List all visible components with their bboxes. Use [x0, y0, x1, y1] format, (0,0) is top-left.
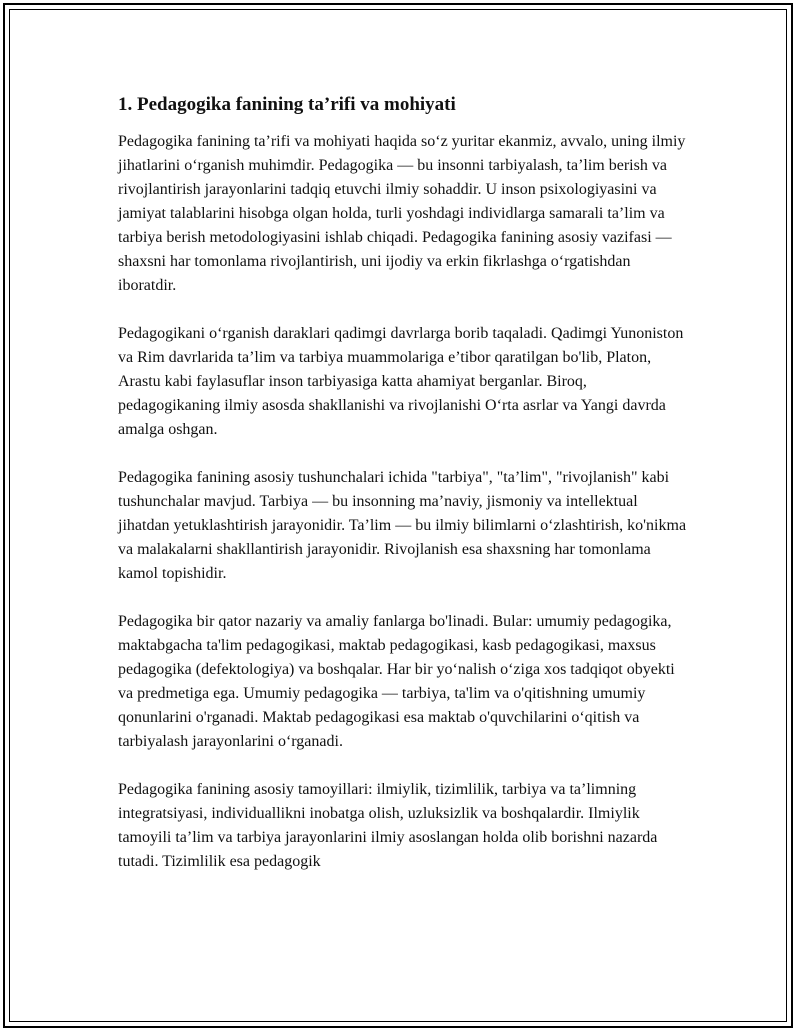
paragraph-concepts: Pedagogika fanining asosiy tushunchalari ichida "tarbiya", "ta’lim", "rivojlanish" kabi tushunchalar mavjud. Tarbiya — bu insonning ma’naviy, jismoniy va intellektual jihatdan yetuklashtirish jarayonidir. Ta’lim — bu ilmiy bilimlarni o‘zlashtirish, ko'nikma va malakalarni shakllantirish jarayonidir. Rivojlanish esa shaxsning har tomonlama kamol topishidir.: [118, 469, 687, 582]
document-body: [118, 92, 688, 898]
paragraph-principles: Pedagogika fanining asosiy tamoyillari: ilmiylik, tizimlilik, tarbiya va ta’limning integratsiyasi, individuallikni inobatga olish, uzluksizlik va boshqalardir. Ilmiylik tamoyili ta’lim va tarbiya jarayonlarini ilmiy asoslangan holda olib borishni nazarda tutadi. Tizimlilik esa pedagogik: [118, 781, 658, 870]
paragraph-branches: Pedagogika bir qator nazariy va amaliy fanlarga bo'linadi. Bular: umumiy pedagogika, maktabgacha ta'lim pedagogikasi, maktab pedagogikasi, kasb pedagogikasi, maxsus pedagogika (defektologiya) va boshqalar. Har bir yo‘nalish o‘ziga xos tadqiqot obyekti va predmetiga ega. Umumiy pedagogika — tarbiya, ta'lim va o'qitishning umumiy qonunlarini o'rganadi. Maktab pedagogikasi esa maktab o'quvchilarini o‘qitish va tarbiyalash jarayonlarini o‘rganadi.: [118, 613, 675, 750]
paragraph-definition: Pedagogika fanining ta’rifi va mohiyati haqida so‘z yuritar ekanmiz, avvalo, uning ilmiy jihatlarini o‘rganish muhimdir. Pedagogika — bu insonni tarbiyalash, ta’lim berish va rivojlantirish jarayonlarini tadqiq etuvchi ilmiy sohaddir. U inson psixologiyasini va jamiyat talablarini hisobga olgan holda, turli yoshdagi individlarga samarali ta’lim va tarbiya berish metodologiyasini ishlab chiqadi. Pedagogika fanining asosiy vazifasi — shaxsni har tomonlama rivojlantirish, uni ijodiy va erkin fikrlashga o‘rgatishdan iboratdir.: [118, 133, 686, 294]
paragraph-history: Pedagogikani o‘rganish daraklari qadimgi davrlarga borib taqaladi. Qadimgi Yunoniston va Rim davrlarida ta’lim va tarbiya muammolariga e’tibor qaratilgan bo'lib, Platon, Arastu kabi faylasuflar inson tarbiyasiga katta ahamiyat berganlar. Biroq, pedagogikaning ilmiy asosda shakllanishi va rivojlanishi O‘rta asrlar va Yangi davrda amalga oshgan.: [118, 325, 684, 438]
section-heading: 1. Pedagogika fanining ta’rifi va mohiyati: [118, 94, 456, 115]
